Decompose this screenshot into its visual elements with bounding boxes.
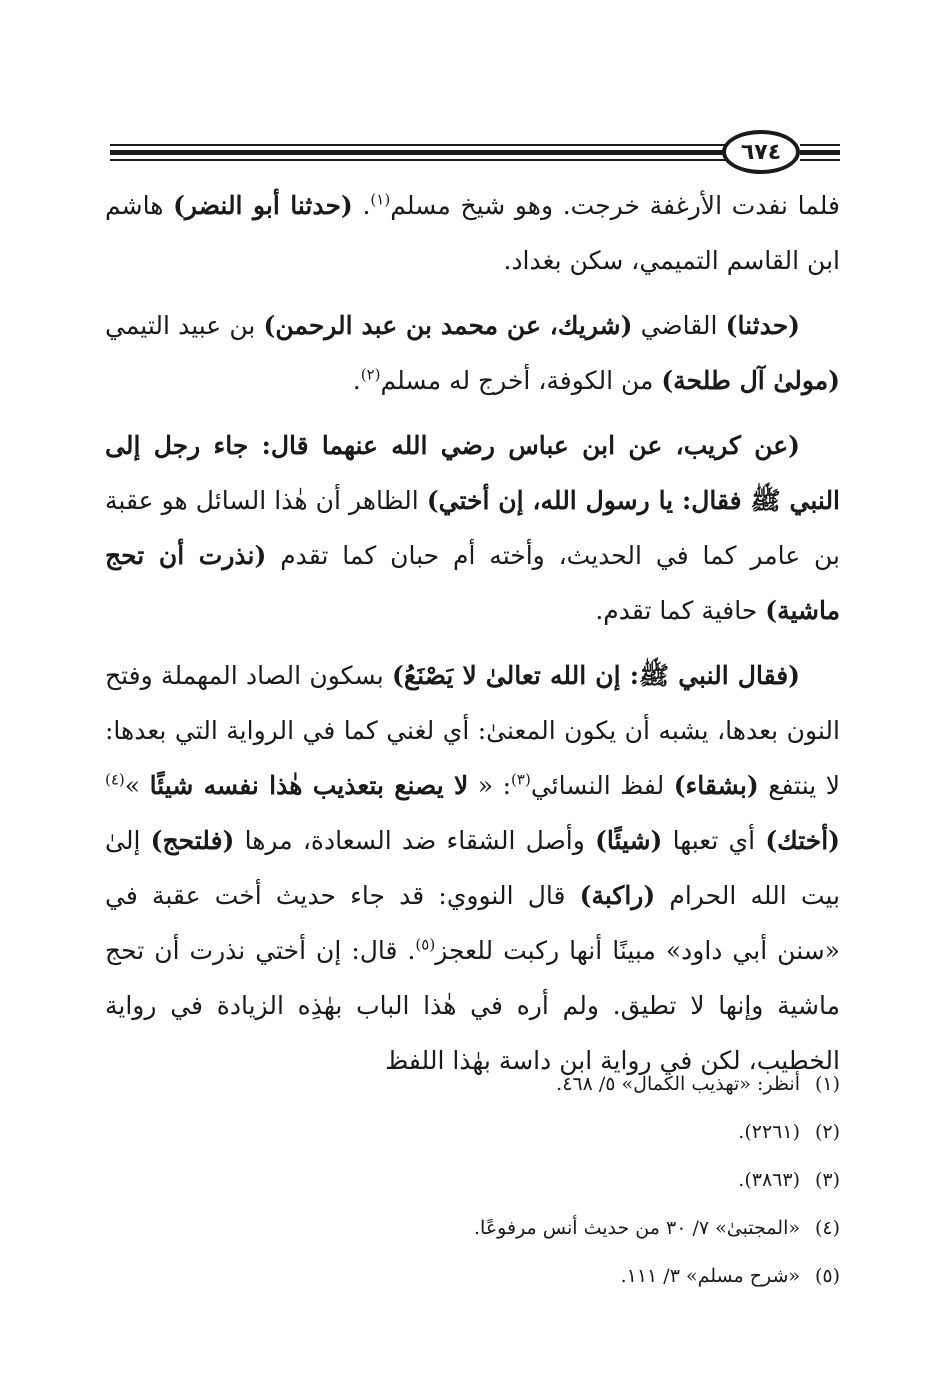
text-run: من الكوفة، أخرج له مسلم	[380, 366, 662, 395]
bold-text: (حدثنا أبو النضر)	[173, 191, 353, 220]
footnote	[105, 1108, 840, 1156]
bold-text: (أختك)	[765, 826, 840, 855]
text-run: بسكون الصاد المهملة وفتح النون بعدها، يشبه أن يكون المعنىٰ: أي لغني كما في الرواية التي بعدها: لا ينتفع	[105, 661, 840, 800]
paragraph	[105, 418, 840, 638]
footnote-number: (٣)	[814, 1169, 840, 1191]
footnote-number: (٥)	[814, 1265, 840, 1287]
text-run: هاشم ابن القاسم التميمي، سكن بغداد.	[105, 191, 840, 275]
bold-text: لا يصنع بتعذيب هٰذا نفسه شيئًا	[149, 771, 469, 800]
main-text	[105, 178, 840, 1098]
text-run: إلىٰ بيت الله الحرام	[105, 826, 840, 910]
text-run: القاضي	[632, 311, 726, 340]
footnote-ref: (١)	[370, 190, 391, 209]
text-run: الظاهر أن هٰذا السائل هو عقبة بن عامر كما في الحديث، وأخته أم حبان كما تقدم	[105, 486, 840, 570]
bold-text: (فقال النبي ﷺ: إن الله تعالىٰ لا يَصْنَعُ)	[392, 661, 801, 690]
text-run: حافية كما تقدم.	[595, 596, 766, 625]
footnote-number: (٤)	[814, 1217, 840, 1239]
text-run: : «	[468, 771, 512, 800]
bold-text: (شريك، عن محمد بن عبد الرحمن)	[263, 311, 633, 340]
header-rule	[110, 144, 750, 146]
footnote-text: أنظر: «تهذيب الكمال» ٥/ ٤٦٨.	[556, 1073, 800, 1095]
text-run: .	[352, 366, 361, 395]
bold-text: (شيئًا)	[595, 826, 663, 855]
footnote-text: (٢٢٦١).	[738, 1121, 800, 1143]
footnote-ref: (٤)	[105, 770, 125, 789]
page-header	[110, 130, 840, 180]
text-run: لفظ النسائي	[530, 771, 674, 800]
header-rule	[800, 150, 840, 155]
header-rule	[800, 159, 840, 161]
paragraph	[105, 648, 840, 1088]
footnote-number: (١)	[814, 1073, 840, 1095]
text-run: .	[352, 191, 371, 220]
header-rule	[110, 159, 750, 161]
text-run: قال النووي: قد جاء حديث أخت عقبة في «سنن أبي داود» مبينًا أنها ركبت للعجز	[105, 881, 840, 965]
paragraph	[105, 298, 840, 408]
footnote-number: (٢)	[814, 1121, 840, 1143]
footnote-text: «شرح مسلم» ٣/ ١١١.	[620, 1265, 800, 1287]
bold-text: (حدثنا)	[725, 311, 800, 340]
bold-text: (نذرت أن تحج ماشية)	[105, 541, 840, 625]
footnote	[105, 1156, 840, 1204]
header-rule	[110, 150, 750, 155]
page-number: ٦٧٤	[722, 130, 800, 174]
header-rule	[800, 144, 840, 146]
footnote-text: «المجتبىٰ» ٧/ ٣٠ من حديث أنس مرفوعًا.	[474, 1217, 800, 1239]
footnote	[105, 1204, 840, 1252]
text-run: . قال: إن أختي نذرت أن تحج ماشية وإنها لا تطيق. ولم أره في هٰذا الباب بهٰذِه الزيادة في رواية الخطيب، لكن في رواية ابن داسة بهٰذا اللفظ	[105, 936, 840, 1075]
footnote-ref: (٢)	[360, 365, 381, 384]
text-run: بن عبيد التيمي	[105, 311, 264, 340]
text-run: فلما نفدت الأرغفة خرجت. وهو شيخ مسلم	[390, 191, 840, 220]
footnotes	[105, 1060, 840, 1300]
bold-text: (عن كريب، عن ابن عباس رضي الله عنهما قال: جاء رجل إلى النبي ﷺ فقال: يا رسول الله، إن أختي)	[105, 431, 841, 515]
footnote-ref: (٥)	[415, 935, 436, 954]
text-run: أي تعبها	[662, 826, 766, 855]
footnote	[105, 1252, 840, 1300]
footnote-text: (٣٨٦٣).	[738, 1169, 800, 1191]
text-run: »	[124, 771, 150, 800]
bold-text: (راكبة)	[579, 881, 656, 910]
footnote	[105, 1060, 840, 1108]
text-run: وأصل الشقاء ضد السعادة، مرها	[234, 826, 596, 855]
bold-text: (مولىٰ آل طلحة)	[661, 366, 840, 395]
footnote-ref: (٣)	[511, 770, 531, 789]
paragraph	[105, 178, 840, 288]
bold-text: (بشقاء)	[673, 771, 759, 800]
bold-text: (فلتحج)	[150, 826, 235, 855]
